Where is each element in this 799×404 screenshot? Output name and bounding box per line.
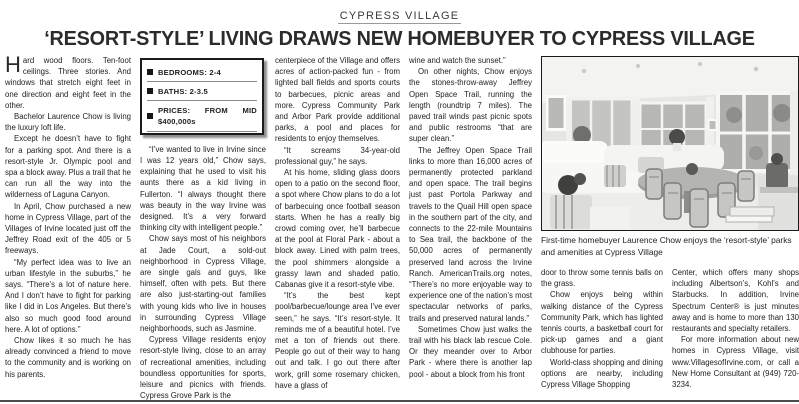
right-columns [541, 267, 799, 390]
paragraph: The Jeffrey Open Space Trail links to more than 16,000 acres of permanently protected parkland and open space. The trail begins just past Portola Parkway and travels to the Quail Hill open space in the southern part of the city, and connects to the 22-mile Mountains to Sea trail, the backbone of the 50,000 acres of permanently preserved land across the Irvine Ranch. AmericanTrails.org notes, “There’s no more enjoyable way to experience one of the nation’s most spectacular networks of parks, trails and preserved natural lands.” [409, 145, 532, 323]
paragraph [5, 52, 131, 111]
paragraph: In April, Chow purchased a new home in Cypress Village, part of the Villages of Irvine located just off the Jeffrey Road exit of the 405 or 5 freeways. [5, 201, 131, 256]
square-bullet-icon [147, 113, 153, 119]
living-room-illustration [542, 57, 798, 230]
info-box-label: PRICES: FROM MID $400,000s [158, 105, 257, 127]
paragraph: wine and watch the sunset.” [409, 56, 506, 65]
paragraph: Center, which offers many shops including Albertson’s, Kohl’s and Starbucks. In addition, Irvine Spectrum Center® is just minutes away and is home to more than 130 restaurants and specialty retailers. [672, 268, 799, 334]
paragraph: Chow enjoys being within walking distance of the Cypress Community Park, which has lighted tennis courts, a basketball court for pick-up games and a giant clubhouse for parties. [541, 290, 663, 356]
info-box-row [147, 82, 257, 101]
living-room-photo [541, 56, 799, 231]
article-column-5 [541, 267, 663, 390]
paragraph: “My perfect idea was to live an urban lifestyle in the suburbs,” he says. “There’s a lot of nature here. And I don’t have to fight for parking like I did in Los Angeles. But there’s also so much good food around here. A lot of options.” [5, 257, 131, 334]
article-column-2 [140, 55, 266, 401]
paragraph: Chow says most of his neighbors at Jade Court, a sold-out neighborhood in Cypress Village, are single gals and guys, like himself, often with pets. But there are also just-starting-out families with young kids who live in houses in surrounding Cypress Village neighborhoods, such as Jasmine. [140, 234, 266, 334]
square-bullet-icon [147, 69, 153, 75]
info-box [140, 58, 264, 135]
paragraph-text: ard wood floors. Ten-foot ceilings. Three stories. And windows that stretch eight feet in one direction and eight feet in the other. [5, 56, 131, 110]
paragraph: At his home, sliding glass doors open to a patio on the second floor, a spot where Chow plans to do a lot of barbecuing once football season starts. When he has a really big crowd coming over, he’ll barbecue at the pool at Floral Park - about a block away. Lined with palm trees, the pool shimmers alongside a grassy lawn and shaded patio. Cabanas give it a resort-style vibe. [275, 168, 400, 290]
paragraph: centerpiece of the Village and offers acres of action-packed fun - from lighted ball fields and sports courts to barbecues, picnic areas and more. Cypress Community Park and Arbor Park provide additional parks, a pool and places for residents to enjoy themselves. [275, 56, 400, 144]
paragraph: Sometimes Chow just walks the trail with his black lab rescue Cole. Or they meander over to Arbor Park - where there is another lap pool - about a block from his front [409, 324, 532, 379]
info-box-row [147, 63, 257, 82]
paragraph: “I’ve wanted to live in Irvine since I was 12 years old,” Chow says, explaining that he used to visit his aunts there as a kid living in Fullerton. “I always thought there was beauty in the way Irvine was designed. It’s a very forward thinking city with intelligent people.” [140, 144, 266, 233]
info-box-row [147, 101, 257, 131]
info-box-label: BATHS: 2-3.5 [158, 86, 208, 96]
paragraph: Bachelor Laurence Chow is living the luxury loft life. [5, 112, 131, 133]
paragraph: “It screams 34-year-old professional guy,” he says. [275, 145, 400, 166]
article-column-4 [409, 55, 532, 396]
article-column-1 [5, 52, 131, 396]
bottom-rule [0, 400, 799, 402]
paragraph: On other nights, Chow enjoys the stones-throw-away Jeffrey Open Space Trail, running the length (roundtrip 7 miles). The paved trail winds past picnic spots and public restrooms “that are super clean.” [409, 67, 532, 144]
article-body [5, 52, 799, 401]
paragraph: Chow likes it so much he has already convinced a friend to move to the community and is working on his parents. [5, 336, 131, 379]
photo-section [541, 55, 799, 396]
article-column-3 [275, 55, 400, 396]
drop-cap: H [5, 52, 21, 77]
masthead: CYPRESS VILLAGE [339, 10, 460, 22]
masthead-wrap [0, 0, 799, 24]
paragraph: World-class shopping and dining options are nearby, including Cypress Village Shopping [541, 357, 663, 390]
paragraph: “It’s the best kept pool/barbecue/lounge area I’ve ever seen,” he says. “It’s resort-style. It reminds me of a beautiful hotel. I’ve met a ton of friends out there. People go out of their way to hang out and talk. I go out there after work, grill some rosemary chicken, have a glass of [275, 291, 400, 390]
paragraph: door to throw some tennis balls on the grass. [541, 268, 663, 289]
headline: ‘RESORT-STYLE’ LIVING DRAWS NEW HOMEBUYER TO CYPRESS VILLAGE [44, 28, 755, 50]
square-bullet-icon [147, 88, 153, 94]
photo-caption: First-time homebuyer Laurence Chow enjoys the ‘resort-style’ parks and amenities at Cypress Village [541, 235, 792, 257]
info-box-label: BEDROOMS: 2-4 [158, 67, 221, 77]
paragraph: Cypress Village residents enjoy resort-style living, close to an array of recreational amenities, including boundless opportunities for sports, leisure and picnics with friends. Cypress Grove Park is the [140, 335, 266, 401]
paragraph: For more information about new homes in Cypress Village, visit www.VillagesofIrvine.com, or call a New Home Consultant at (949) 720-3234. [672, 335, 799, 390]
paragraph: Except he doesn’t have to fight for a parking spot. And there is a resort-style Jr. Olympic pool and spa a block away. Plus a trail that he can run all the way into the wilderness of Laguna Canyon. [5, 134, 131, 200]
article-column-6 [672, 267, 799, 390]
